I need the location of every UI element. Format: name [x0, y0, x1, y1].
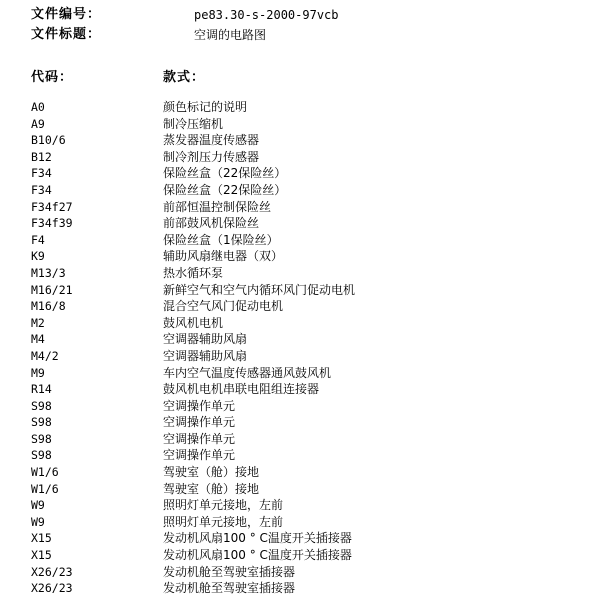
list-item [0, 265, 603, 282]
component-description: 空调操作单元 [163, 431, 236, 446]
list-item [0, 464, 603, 481]
component-description: 车内空气温度传感器通风鼓风机 [163, 365, 332, 380]
component-code: W9 [31, 498, 45, 513]
list-item [0, 530, 603, 547]
component-code: X15 [31, 531, 52, 546]
list-item [0, 398, 603, 415]
list-item [0, 149, 603, 166]
list-item [0, 348, 603, 365]
component-description: 热水循环泵 [163, 265, 224, 280]
list-item [0, 182, 603, 199]
component-description: 混合空气风门促动电机 [163, 299, 284, 314]
file-number-value: pe83.30-s-2000-97vcb [194, 8, 339, 22]
component-list [0, 99, 603, 597]
file-title-row [31, 26, 591, 44]
component-code: M4/2 [31, 348, 59, 363]
component-code: A9 [31, 116, 45, 131]
component-description: 照明灯单元接地，左前 [163, 498, 284, 513]
component-description: 制冷压缩机 [163, 116, 224, 131]
list-item [0, 431, 603, 448]
component-code: F34 [31, 182, 52, 197]
component-description: 驾驶室（舱）接地 [163, 465, 260, 480]
component-code: M16/21 [31, 282, 73, 297]
component-description: 新鲜空气和空气内循环风门促动电机 [163, 282, 356, 297]
component-description: 发动机风扇100 ° C温度开关插接器 [163, 531, 352, 546]
component-description: 照明灯单元接地，左前 [163, 514, 284, 529]
component-code: M16/8 [31, 299, 66, 314]
list-item [0, 315, 603, 332]
component-code: S98 [31, 448, 52, 463]
file-title-value: 空调的电路图 [194, 28, 267, 42]
list-item [0, 564, 603, 581]
component-code: M13/3 [31, 265, 66, 280]
component-code: S98 [31, 398, 52, 413]
component-description: 辅助风扇继电器（双） [163, 249, 284, 264]
component-code: M2 [31, 315, 45, 330]
component-code: F34f39 [31, 216, 73, 231]
file-title-label: 文件标题： [31, 27, 102, 42]
list-item [0, 215, 603, 232]
component-description: 制冷剂压力传感器 [163, 149, 260, 164]
component-description: 空调器辅助风扇 [163, 332, 248, 347]
component-code: A0 [31, 100, 45, 114]
list-item [0, 248, 603, 265]
code-column-header: 代码： [31, 70, 74, 85]
component-code: F34f27 [31, 199, 73, 214]
component-description: 保险丝盒（22保险丝） [163, 166, 287, 181]
component-description: 颜色标记的说明 [163, 100, 248, 114]
list-item [0, 165, 603, 182]
list-item [0, 514, 603, 531]
component-code: B10/6 [31, 133, 66, 148]
component-description: 蒸发器温度传感器 [163, 133, 260, 148]
component-code: W1/6 [31, 481, 59, 496]
component-description: 空调操作单元 [163, 398, 236, 413]
component-description: 发动机舱至驾驶室插接器 [163, 564, 296, 579]
list-item [0, 547, 603, 564]
list-item [0, 497, 603, 514]
component-code: X26/23 [31, 581, 73, 596]
list-item [0, 132, 603, 149]
component-description: 空调操作单元 [163, 415, 236, 430]
component-code: K9 [31, 249, 45, 264]
list-item [0, 232, 603, 249]
component-description: 鼓风机电机串联电阻组连接器 [163, 382, 320, 397]
component-description: 前部恒温控制保险丝 [163, 199, 272, 214]
component-description: 驾驶室（舱）接地 [163, 481, 260, 496]
style-column-header: 款式： [163, 70, 206, 85]
file-number-row [31, 6, 591, 24]
component-code: X26/23 [31, 564, 73, 579]
component-code: S98 [31, 415, 52, 430]
list-item [0, 298, 603, 315]
file-number-label: 文件编号： [31, 7, 102, 22]
list-item [0, 116, 603, 133]
list-item [0, 481, 603, 498]
list-item [0, 580, 603, 597]
component-code: F34 [31, 166, 52, 181]
component-code: M9 [31, 365, 45, 380]
list-item [0, 331, 603, 348]
list-item [0, 414, 603, 431]
component-description: 前部鼓风机保险丝 [163, 216, 260, 231]
component-code: R14 [31, 382, 52, 397]
component-description: 鼓风机电机 [163, 315, 224, 330]
component-code: S98 [31, 431, 52, 446]
component-code: B12 [31, 149, 52, 164]
component-code: W1/6 [31, 465, 59, 480]
component-code: W9 [31, 514, 45, 529]
component-description: 发动机风扇100 ° C温度开关插接器 [163, 548, 352, 563]
component-description: 发动机舱至驾驶室插接器 [163, 581, 296, 596]
list-item [0, 282, 603, 299]
list-item [0, 447, 603, 464]
component-description: 保险丝盒（22保险丝） [163, 182, 287, 197]
list-item [0, 365, 603, 382]
component-code: M4 [31, 332, 45, 347]
component-code: X15 [31, 548, 52, 563]
list-item [0, 99, 603, 116]
component-description: 空调器辅助风扇 [163, 348, 248, 363]
list-item [0, 381, 603, 398]
component-code: F4 [31, 232, 45, 247]
component-description: 空调操作单元 [163, 448, 236, 463]
list-item [0, 199, 603, 216]
component-description: 保险丝盒（1保险丝） [163, 232, 279, 247]
